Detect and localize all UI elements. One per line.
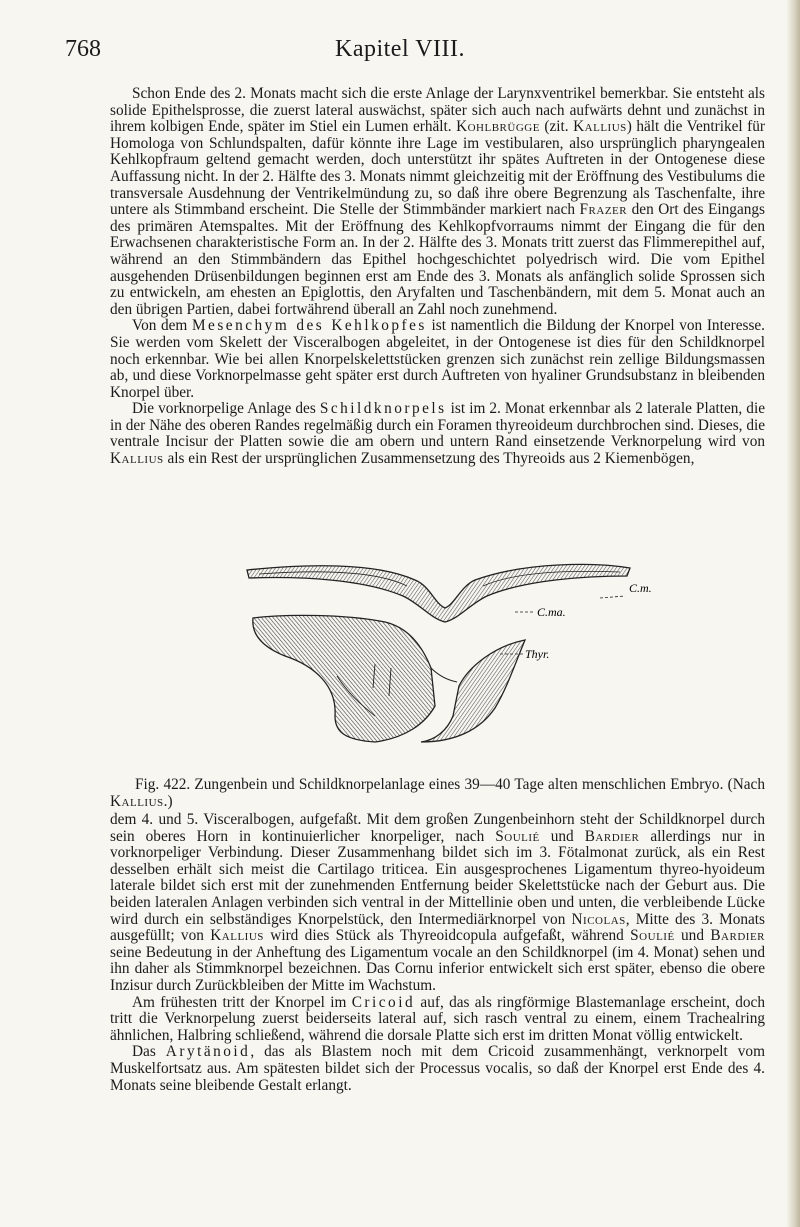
label-cma: C.ma. (537, 605, 566, 619)
author-name: Kallius (210, 927, 264, 945)
figure-422-illustration (225, 556, 665, 746)
thyroid-cartilage-shape (253, 615, 525, 742)
hyoid-bone-shape (247, 564, 630, 622)
author-name: Kallius (110, 450, 164, 468)
text-block-bottom (110, 812, 765, 1094)
text-run: Das (132, 1043, 166, 1061)
text-run: wird dies Stück als Thyreoidcopula aufgefaßt, während (263, 927, 631, 945)
text-run: als ein Rest der ursprünglichen Zusammensetzung des Thyreoids aus 2 Kiemenbögen, (163, 450, 695, 468)
chapter-title: Kapitel VIII. (334, 36, 465, 62)
text-run: Von dem (132, 317, 192, 335)
emphasized-term: Arytänoid (165, 1043, 251, 1061)
emphasized-term: Schildknorpels (319, 400, 447, 418)
paragraph (110, 812, 765, 995)
label-thyr: Thyr. (525, 647, 550, 661)
text-run: .) (163, 793, 173, 811)
paragraph (110, 86, 765, 318)
text-run: seine Bedeutung in der Anheftung des Ligamentum vocale an den Schildknorpel (im 4. Monat) sehen und ihn daher als Stimmknorpel bezeichnen. Das Cornu inferior entwickelt sich erst später, ebenso die obere Inzisur durch Zurückbleiben der Mitte im Wachstum. (110, 943, 765, 994)
author-name: Kallius (573, 118, 627, 136)
text-run: auf, das als ringförmige Blastemanlage erscheint, doch tritt die Verknorpelung zuerst beiderseits lateral auf, sich rasch ventral zu einem, einem Trachealring ähnlichen, Halbring schließend, während die dorsale Platte sich erst im dritten Monat völlig entwickelt. (110, 993, 765, 1044)
emphasized-term: Cricoid (351, 993, 416, 1011)
text-block-top (110, 86, 765, 468)
running-header (0, 36, 800, 66)
text-run: und (674, 927, 711, 945)
author-name: Nicolas (571, 910, 626, 928)
label-cm: C.m. (629, 581, 652, 595)
text-run: dem 4. und 5. Visceralbogen, aufgefaßt. Mit dem großen Zungenbeinhorn steht der Schildknorpel durch sein oberes Horn in kontinuierlicher knorpeliger, nach (110, 811, 765, 845)
paragraph (110, 995, 765, 1045)
author-name: Kohlbrügge (456, 118, 540, 136)
text-run: den Ort des Eingangs des primären Atemspaltes. Mit der Eröffnung des Kehlkopfvorraums nimmt der Eingang die für den Erwachsenen charakteristische Form an. In der 2. Hälfte des 3. Monats tritt zuerst das Flimmerepithel auf, während an den Stimmbändern das Epithel hochgeschichtet polyedrisch wird. Die vom Epithel ausgehenden Drüsenbildungen beginnen erst am Ende des 3. Monats als anfänglich solide Sprossen sich zu entwickeln, am ehesten an Epiglottis, den Aryfalten und Taschenbändern, mit dem 5. Monat auch an den übrigen Partien, dabei fortwährend überall an Zahl noch zunehmend. (110, 201, 765, 318)
paragraph (110, 318, 765, 401)
text-run: und (539, 827, 585, 845)
text-run: ist namentlich die Bildung der Knorpel von Interesse. Sie werden vom Skelett der Visceralbogen abgeleitet, in der Ontogenese ist dies für den Schildknorpel noch erkennbar. Wie bei allen Knorpelskelettstücken grenzen sich zunächst rein zellige Bildungsmassen ab, und diese Vorknorpelmasse geht später erst durch Auftreten von hyaliner Grundsubstanz in bleibenden Knorpel über. (110, 317, 766, 401)
text-run: (zit. (539, 118, 574, 136)
text-run: ) hält die Ventrikel für Homologa von Schlundspalten, dafür könnte ihre Lage im vestibularen, also ursprünglich pharyngealen Kehlkopfraum geltend gemacht werden, doch unterstützt ihr spätes Auftreten in der Ontogenese diese Auffassung nicht. In der 2. Hälfte des 3. Monats nimmt gleichzeitig mit der Eröffnung des Vestibulums die transversale Ausdehnung der Ventrikelmündung zu, so daß ihre obere Begrenzung als Taschenfalte, ihre untere als Stimmband erscheint. Die Stelle der Stimmbänder markiert nach (110, 118, 765, 219)
paragraph (110, 401, 765, 467)
text-run: ist im 2. Monat erkennbar als 2 laterale Platten, die in der Nähe des oberen Randes regelmäßig durch ein Foramen thyreoideum durchbrochen sind. Dieses, die ventrale Incisur der Platten sowie die am obern und untern Rand einsetzende Verknorpelung wird von (110, 400, 766, 451)
text-run: allerdings nur in vorknorpeliger Verbindung. Dieser Zusammenhang bildet sich im 3. Fötalmonat zurück, als ein Rest desselben erhält sich meist die Cartilago triticea. Ein ausgesprochenes Ligamentum thyreo-hyoideum laterale bildet sich erst mit der zunehmenden Entfernung beider Skelettstücke nach der Geburt aus. Die beiden lateralen Anlagen verbinden sich ventral in der Mittellinie oben und unten, die verbleibende Lücke wird durch ein selbständiges Knorpelstück, den Intermediärknorpel von (110, 827, 766, 928)
author-name: Soulié (630, 927, 675, 945)
page-number: 768 (65, 36, 101, 62)
figure-caption (110, 776, 765, 810)
author-name: Frazer (579, 201, 628, 219)
paragraph (110, 1044, 765, 1094)
author-name: Kallius (110, 793, 164, 811)
text-run: Schon Ende des 2. Monats macht sich die erste Anlage der Larynxventrikel bemerkbar. Sie entsteht als solide Epithelsprosse, die zuerst lateral auswächst, später sich auch nach aufwärts dehnt und zunächst in ihrem kolbigen Ende, später im Stiel ein Lumen erhält. (110, 85, 765, 136)
author-name: Soulié (495, 827, 540, 845)
text-run: Am frühesten tritt der Knorpel im (132, 993, 352, 1011)
author-name: Bardier (584, 827, 640, 845)
emphasized-term: Mesenchym des Kehlkopfes (191, 317, 427, 335)
text-run: Fig. 422. Zungenbein und Schildknorpelanlage eines 39—40 Tage alten menschlichen Embryo. (Nach (135, 776, 765, 794)
page-edge-shadow (786, 0, 800, 1227)
text-run: , Mitte des 3. Monats ausgefüllt; von (110, 910, 765, 945)
text-run: , das als Blastem noch mit dem Cricoid zusammenhängt, verknorpelt vom Muskelfortsatz aus. Am spätesten bildet sich der Processus vocalis, so daß der Knorpel erst Ende des 4. Monats seine bleibende Gestalt erlangt. (110, 1043, 765, 1094)
author-name: Bardier (710, 927, 766, 945)
text-run: Die vorknorpelige Anlage des (132, 400, 320, 418)
